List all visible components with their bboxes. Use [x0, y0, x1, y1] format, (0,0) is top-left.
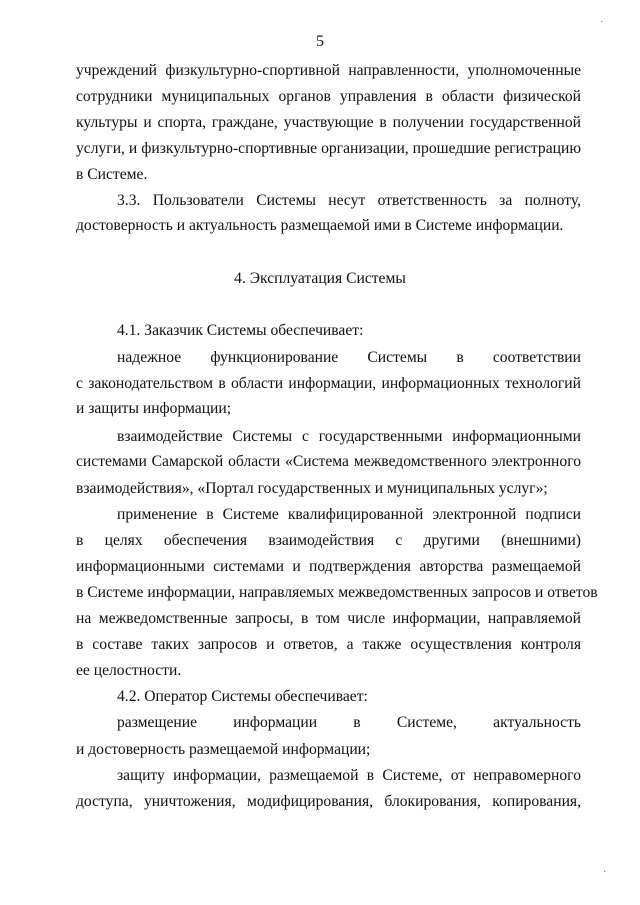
paragraph-4-2-heading: 4.2. Оператор Системы обеспечивает: — [117, 688, 368, 705]
text-line: доступа, уничтожения, модифицирования, блокирования, копирования, — [76, 793, 581, 810]
section-heading: 4. Эксплуатация Системы — [234, 270, 406, 287]
text-line: и защиты информации; — [76, 400, 232, 417]
paragraph-3-3-line: 3.3. Пользователи Системы несут ответственность за полноту, — [117, 192, 581, 209]
text-line: достоверность и актуальность размещаемой ими в Системе информации. — [76, 217, 564, 234]
text-line: учреждений физкультурно-спортивной направленности, уполномоченные — [76, 62, 581, 79]
text-line: услуги, и физкультурно-спортивные организации, прошедшие регистрацию — [76, 140, 581, 157]
text-line: ее целостности. — [76, 662, 182, 679]
text-line: с законодательством в области информации, информационных технологий — [76, 375, 581, 392]
text-line: в Системе. — [76, 166, 148, 183]
text-line: надежное функционирование Системы в соответствии — [117, 349, 581, 366]
text-line: в составе таких запросов и ответов, а также осуществления контроля — [76, 636, 581, 653]
text-line: в целях обеспечения взаимодействия с другими (внешними) — [76, 532, 581, 549]
text-line: системами Самарской области «Система межведомственного электронного — [76, 453, 581, 470]
text-line: в Системе информации, направляемых межведомственных запросов и ответов — [76, 584, 598, 601]
text-line: взаимодействие Системы с государственными информационными — [117, 428, 581, 445]
paragraph-4-1-heading: 4.1. Заказчик Системы обеспечивает: — [117, 322, 364, 339]
text-line: защиту информации, размещаемой в Системе, от неправомерного — [117, 767, 581, 784]
text-line: взаимодействия», «Портал государственных и муниципальных услуг»; — [76, 480, 548, 497]
text-line: размещение информации в Системе, актуальность — [117, 714, 581, 731]
page-number: 5 — [316, 33, 324, 50]
text-line: на межведомственные запросы, в том числе информации, направляемой — [76, 610, 581, 627]
text-line: применение в Системе квалифицированной электронной подписи — [117, 506, 581, 523]
text-line: информационными системами и подтверждения авторства размещаемой — [76, 558, 581, 575]
text-line: сотрудники муниципальных органов управления в области физической — [76, 88, 581, 105]
scan-mark-bottom: · — [603, 867, 607, 878]
text-line: и достоверность размещаемой информации; — [76, 741, 371, 758]
text-line: культуры и спорта, граждане, участвующие в получении государственной — [76, 114, 581, 131]
scan-mark-top: · — [600, 17, 604, 28]
